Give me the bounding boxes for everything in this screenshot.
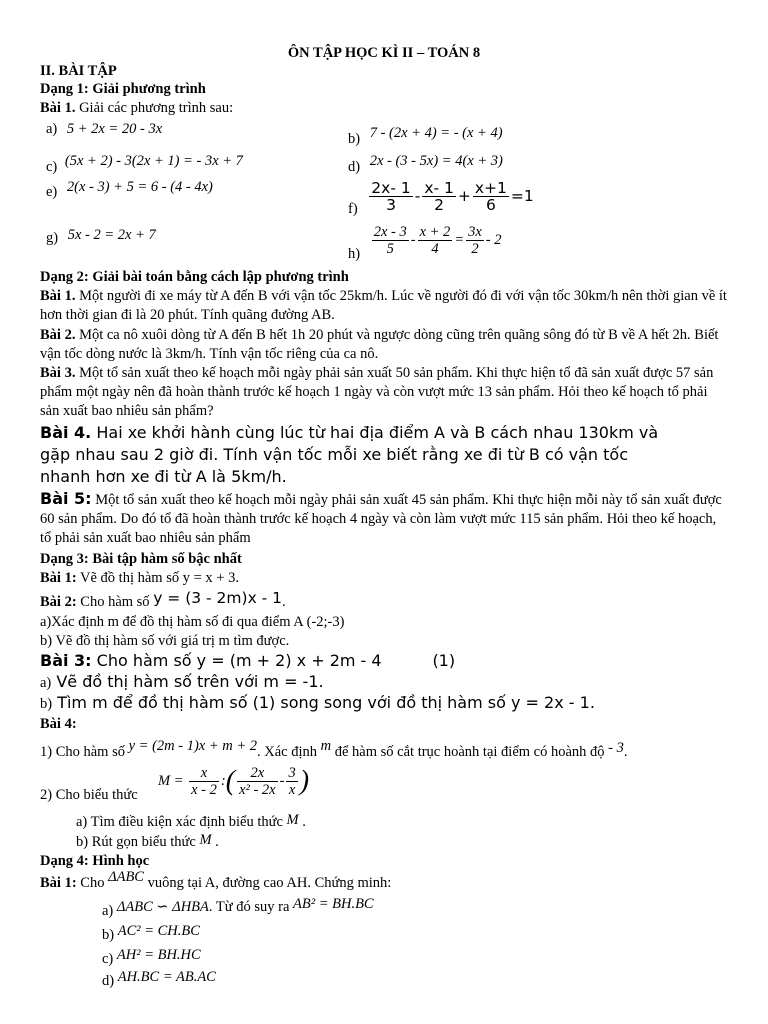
fraction: $\frac{x + 2}{4}$	[419, 224, 451, 257]
dang2-bai5: Bài 5: Một tổ sản xuất theo kế hoạch mỗi ngày phải sản xuất 45 sản phẩm. Khi thực hiện mỗi này tổ sản xuất được 60 sản phẩm. Do đó tổ đã hoàn thành trước kế hoạch 4 ngày và còn làm vượt mức 115 sản phẩm. Hỏi theo kế hoạch, tổ phải sản xuất bao nhiêu sản phẩm	[40, 489, 722, 546]
dang3-bai4: Bài 4:	[40, 716, 77, 732]
dang3-bai4-q2-b: b) Rút gọn biểu thức M .	[76, 832, 219, 850]
dang3-bai3-b: b) Tìm m để đồ thị hàm số (1) song song với đồ thị hàm số y = 2x - 1.	[40, 693, 595, 712]
eq-label: a)	[46, 121, 58, 137]
eq-label: f)	[348, 201, 358, 217]
geom-c: c) AH² = BH.HC	[102, 947, 201, 967]
dang2-bai4-line3: nhanh hơn xe đi từ A là 5km/h.	[40, 467, 287, 486]
geom-a: a) ΔABC ∽ ΔHBA. Từ đó suy ra AB² = BH.BC	[102, 896, 374, 919]
eq-label: c)	[46, 159, 58, 175]
eq-expr: 2(x - 3) + 5 = 6 - (4 - 4x)	[66, 179, 213, 195]
dang1-heading: Dạng 1: Giải phương trình	[40, 81, 206, 97]
dang3-bai4-q2-a: a) Tìm điều kiện xác định biểu thức M .	[76, 812, 306, 830]
eq-f: f) $\frac{2x- 1}{3}$ - $\frac{x- 1}{2}$ + $\frac{x+1}{6}$ =1	[348, 179, 534, 217]
dang4-heading: Dạng 4: Hình học	[40, 853, 150, 869]
eq-h: h) $\frac{2x - 3}{5}$ - $\frac{x + 2}{4}$ = $\frac{3x}{2}$ - 2	[348, 224, 502, 262]
dang3-bai2-b: b) Vẽ đồ thị hàm số với giá trị m tìm được.	[40, 633, 290, 649]
eq-g	[46, 226, 156, 244]
eq-c	[46, 152, 243, 175]
dang3-bai2-a: a)Xác định m để đồ thị hàm số đi qua điểm A (-2;-3)	[40, 614, 345, 630]
geom-d: d) AH.BC = AB.AC	[102, 969, 216, 989]
eq-label: e)	[46, 184, 58, 200]
dang2-bai4-line2: gặp nhau sau 2 giờ đi. Tính vận tốc mỗi xe biết rằng xe đi từ B có vận tốc	[40, 445, 628, 464]
page-title: ÔN TẬP HỌC KÌ II – TOÁN 8	[287, 45, 481, 61]
dang3-heading: Dạng 3: Bài tập hàm số bậc nhất	[40, 551, 242, 567]
eq-b	[348, 124, 503, 147]
dang3-bai4-q2: 2) Cho biểu thức M = $\frac{x}{x - 2}$ :( $\frac{2x}{\text{x² - 2x}}$ - $\frac{3}{x}$ )	[40, 765, 310, 803]
eq-expr: 2x - (3 - 5x) = 4(x + 3)	[369, 153, 503, 169]
bai-label: Bài 1.	[40, 100, 76, 116]
eq-label: h)	[348, 245, 361, 262]
fraction: $\frac{x}{x - 2}$	[191, 765, 217, 798]
eq-expr: 7 - (2x + 4) = - (x + 4)	[369, 125, 503, 141]
eq-expr: (5x + 2) - 3(2x + 1) = - 3x + 7	[64, 153, 243, 169]
eq-label: g)	[46, 230, 59, 246]
eq-label: d)	[348, 159, 361, 175]
geom-b: b) AC² = CH.BC	[102, 923, 200, 943]
dang2-bai3: Bài 3. Một tổ sản xuất theo kế hoạch mỗi ngày phải sản xuất 50 sản phẩm. Khi thực hiện tổ đã sản xuất được 57 sản phẩm một ngày nên đã hoàn thành trước kế hoạch 1 ngày và còn vượt mức 13 sản phẩm. Hỏi theo kế hoạch tổ phải sản xuất bao nhiêu sản phẩm?	[40, 365, 714, 419]
eq-d	[348, 152, 503, 175]
fraction: $\frac{2x}{\text{x² - 2x}}$	[239, 765, 276, 798]
fraction: $\frac{3}{x}$	[288, 765, 296, 798]
eq-a	[46, 120, 162, 138]
eq-expr: 5x - 2 = 2x + 7	[67, 227, 156, 243]
dang3-bai3: Bài 3: Cho hàm số y = (m + 2) x + 2m - 4 (1)	[40, 651, 456, 670]
dang3-bai4-q1: 1) Cho hàm số y = (2m - 1)x + m + 2. Xác định m để hàm số cắt trục hoành tại điểm có hoành độ - 3.	[40, 738, 628, 760]
dang3-bai1: Bài 1: Vẽ đồ thị hàm số y = x + 3.	[40, 570, 239, 586]
fraction: $\frac{2x - 3}{5}$	[373, 224, 407, 257]
eq-expr: 5 + 2x = 20 - 3x	[66, 121, 163, 137]
fraction: $\frac{x- 1}{2}$	[424, 179, 454, 214]
eq-e	[46, 178, 213, 200]
dang1-bai1	[40, 99, 233, 117]
fraction: $\frac{x+1}{6}$	[474, 179, 507, 214]
eq-label: b)	[348, 131, 361, 147]
bai-text: Giải các phương trình sau:	[75, 100, 234, 116]
dang2-bai4-line1: Bài 4. Hai xe khởi hành cùng lúc từ hai địa điểm A và B cách nhau 130km và	[40, 423, 659, 442]
dang3-bai2: Bài 2: Cho hàm số y = (3 - 2m)x - 1.	[40, 589, 286, 610]
dang2-heading: Dạng 2: Giải bài toán bằng cách lập phương trình	[40, 269, 349, 285]
dang3-bai3-a: a) Vẽ đồ thị hàm số trên với m = -1.	[40, 672, 324, 691]
dang4-bai1: Bài 1: Cho ΔABC vuông tại A, đường cao AH. Chứng minh:	[40, 869, 392, 891]
fraction: $\frac{3x}{2}$	[468, 224, 482, 257]
fraction: $\frac{2x- 1}{3}$	[371, 179, 411, 214]
section-heading: II. BÀI TẬP	[40, 63, 117, 79]
dang2-bai2: Bài 2. Một ca nô xuôi dòng từ A đến B hết 1h 20 phút và ngược dòng cũng trên quãng sông đó từ B về A hết 2h. Biết vận tốc dòng nước là 3km/h. Tính vận tốc riêng của ca nô.	[40, 327, 719, 362]
dang2-bai1: Bài 1. Một người đi xe máy từ A đến B với vận tốc 25km/h. Lúc về người đó đi với vận tốc 30km/h nên thời gian về ít hơn thời gian đi là 20 phút. Tính quãng đường AB.	[40, 288, 727, 323]
